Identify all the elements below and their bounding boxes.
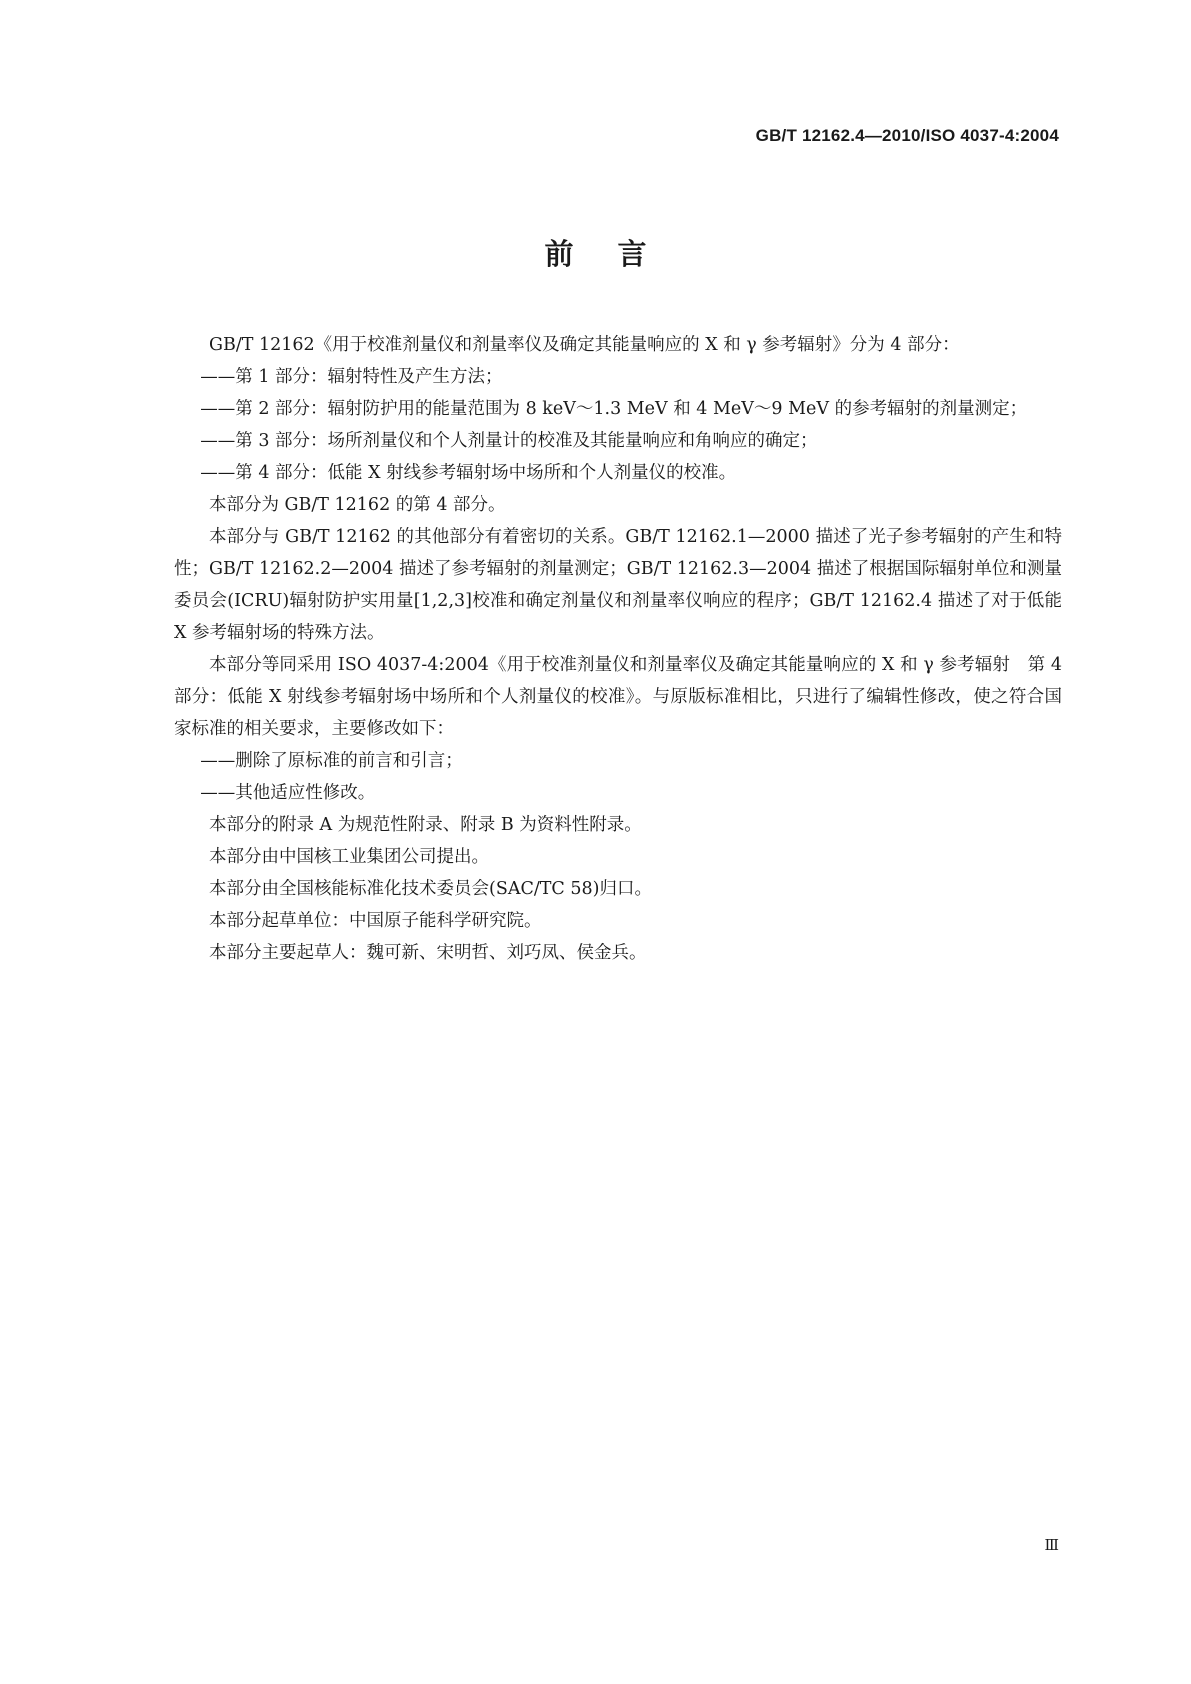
list-item-part-1: ——第 1 部分：辐射特性及产生方法； (200, 367, 503, 387)
paragraph-annexes: 本部分的附录 A 为规范性附录、附录 B 为资料性附录。 (209, 815, 642, 835)
list-item-change-1: ——删除了原标准的前言和引言； (200, 751, 463, 771)
paragraph-proposer: 本部分由中国核工业集团公司提出。 (209, 847, 489, 867)
list-item-part-3: ——第 3 部分：场所剂量仪和个人剂量计的校准及其能量响应和角响应的确定； (200, 431, 818, 451)
foreword-body (174, 329, 1062, 969)
paragraph-relations: 本部分与 GB/T 12162 的其他部分有着密切的关系。GB/T 12162.1—2000 描述了光子参考辐射的产生和特性；GB/T 12162.2—2004 描述了参考辐射的剂量测定；GB/T 12162.3—2004 描述了根据国际辐射单位和测量委员会(ICRU)辐射防护实用量[1,2,3]校准和确定剂量仪和剂量率仪响应的程序；GB/T 12162.4 描述了对于低能 X 参考辐射场的特殊方法。 (174, 527, 1062, 643)
list-item-change-2: ——其他适应性修改。 (200, 783, 376, 803)
list-item-part-2: ——第 2 部分：辐射防护用的能量范围为 8 keV～1.3 MeV 和 4 MeV～9 MeV 的参考辐射的剂量测定； (200, 399, 1028, 419)
page-title: 前言 (544, 237, 691, 271)
paragraph-drafters: 本部分主要起草人：魏可新、宋明哲、刘巧凤、侯金兵。 (209, 943, 647, 963)
paragraph-drafting-unit: 本部分起草单位：中国原子能科学研究院。 (209, 911, 542, 931)
paragraph-this-part: 本部分为 GB/T 12162 的第 4 部分。 (209, 495, 506, 515)
page-number: Ⅲ (1044, 1536, 1059, 1554)
paragraph-parts-intro: GB/T 12162《用于校准剂量仪和剂量率仪及确定其能量响应的 X 和 γ 参考辐射》分为 4 部分： (209, 335, 960, 355)
paragraph-committee: 本部分由全国核能标准化技术委员会(SAC/TC 58)归口。 (209, 879, 652, 899)
paragraph-adoption: 本部分等同采用 ISO 4037-4:2004《用于校准剂量仪和剂量率仪及确定其能量响应的 X 和 γ 参考辐射 第 4 部分：低能 X 射线参考辐射场中场所和个人剂量仪的校准》。与原版标准相比，只进行了编辑性修改，使之符合国家标准的相关要求，主要修改如下： (174, 655, 1062, 739)
list-item-part-4: ——第 4 部分：低能 X 射线参考辐射场中场所和个人剂量仪的校准。 (200, 463, 737, 483)
standard-code-header: GB/T 12162.4—2010/ISO 4037-4:2004 (755, 126, 1059, 145)
